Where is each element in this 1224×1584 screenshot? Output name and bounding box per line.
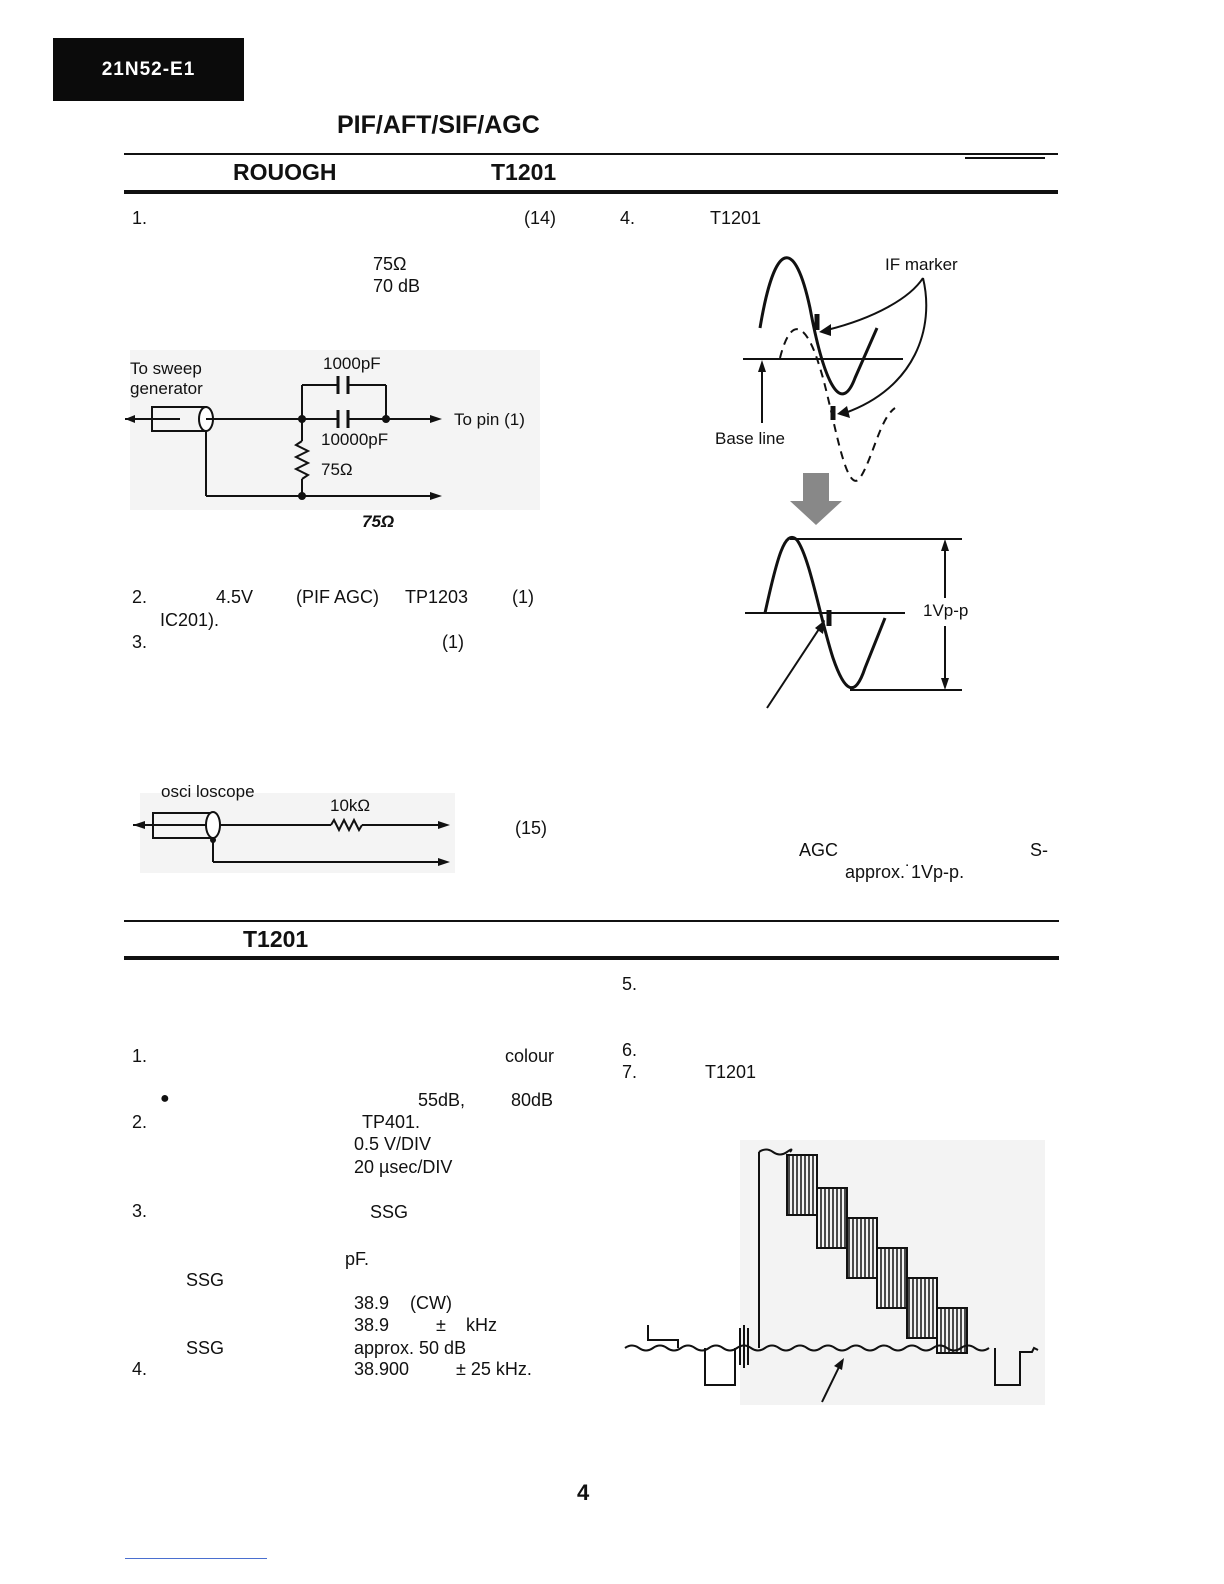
arrow-down-icon xyxy=(941,678,949,690)
section1-bottom-rule xyxy=(124,190,1058,194)
down-arrow-icon xyxy=(790,501,842,525)
staircase-step xyxy=(937,1308,967,1353)
staircase-step xyxy=(847,1218,877,1278)
section2-top-rule xyxy=(124,920,1059,922)
step2-ic: IC201). xyxy=(160,610,220,630)
step1-impedance: 75Ω xyxy=(373,254,407,274)
adj-step6-number: 6. xyxy=(622,1040,638,1060)
oscilloscope-circuit xyxy=(125,778,465,878)
adj-step7-transformer: T1201 xyxy=(705,1062,757,1082)
model-number-badge: 21N52-E1 xyxy=(53,38,244,101)
footer-link-rule xyxy=(125,1558,267,1559)
step2-agc: (PIF AGC) xyxy=(296,587,380,607)
arrow-up-icon xyxy=(941,539,949,551)
coax-end-icon xyxy=(206,812,220,838)
sweep-generator-label-1: To sweep xyxy=(130,359,202,378)
arrow-icon xyxy=(837,406,850,418)
sweep-generator-label-2: generator xyxy=(130,379,203,398)
staircase-step xyxy=(877,1248,907,1308)
capacitor-10000pf-label: 10000pF xyxy=(321,430,389,449)
step1-number: 1. xyxy=(132,208,148,228)
step3-number: 3. xyxy=(132,632,148,652)
adj-step3-number: 3. xyxy=(132,1201,148,1221)
base-line-label: Base line xyxy=(715,429,785,448)
s-curve-label: S- xyxy=(1030,840,1048,860)
if-response-curve-dashed xyxy=(780,329,895,481)
step1-level: 70 dB xyxy=(373,276,421,296)
step2-number: 2. xyxy=(132,587,148,607)
arrow-icon xyxy=(758,360,766,372)
scope-vdiv: 0.5 V/DIV xyxy=(354,1134,432,1154)
adj-step2-number: 2. xyxy=(132,1112,148,1132)
arrow-icon xyxy=(819,324,831,336)
capacitor-1000pf-label: 1000pF xyxy=(323,354,381,373)
step1-pin: (14) xyxy=(524,208,557,228)
down-arrow-shaft xyxy=(803,473,829,501)
freq-38-9-b: 38.9 xyxy=(354,1315,390,1335)
section1-heading-right: T1201 xyxy=(491,159,557,185)
pf-label: pF. xyxy=(345,1249,370,1269)
oscilloscope-label: osci loscope xyxy=(161,782,255,801)
step4-number: 4. xyxy=(620,208,636,228)
sweep-input-circuit xyxy=(120,345,550,535)
section2-bottom-rule xyxy=(124,956,1059,960)
testpoint-tp401: TP401. xyxy=(362,1112,421,1132)
sync-pulse-left xyxy=(705,1348,735,1385)
section1-heading-left: ROUOGH xyxy=(233,159,337,185)
freq-38-9-a: 38.9 xyxy=(354,1293,390,1313)
approx-1vpp: approx.˙1Vp-p. xyxy=(845,862,965,882)
section2-heading: T1201 xyxy=(243,926,309,952)
tolerance-25khz: ± 25 kHz. xyxy=(456,1359,532,1379)
ssg-label-1: SSG xyxy=(370,1202,409,1222)
resistor-75-label: 75Ω xyxy=(321,460,353,479)
scope-usdiv: 20 µsec/DIV xyxy=(354,1157,453,1177)
ssg-label-2: SSG xyxy=(186,1270,225,1290)
cw-label: (CW) xyxy=(410,1293,452,1313)
adj-step4-number: 4. xyxy=(132,1359,148,1379)
step3-pin: (1) xyxy=(442,632,464,652)
section1-short-rule xyxy=(965,157,1045,159)
step2-voltage: 4.5V xyxy=(216,587,254,607)
if-waveform-diagram xyxy=(705,248,1005,718)
step2-pin: (1) xyxy=(512,587,534,607)
if-marker-label: IF marker xyxy=(885,255,958,274)
adj-step5-number: 5. xyxy=(622,974,638,994)
plus-minus: ± xyxy=(436,1315,446,1335)
level-80db: 80dB xyxy=(511,1090,554,1110)
freq-38-900: 38.900 xyxy=(354,1359,410,1379)
staircase-step xyxy=(787,1155,817,1215)
khz-label: kHz xyxy=(466,1315,497,1335)
step2-testpoint: TP1203 xyxy=(405,587,469,607)
resistor-10k-label: 10kΩ xyxy=(330,796,371,815)
approx-50db: approx. 50 dB xyxy=(354,1338,467,1358)
agc-label: AGC xyxy=(799,840,839,860)
to-pin-1-label: To pin (1) xyxy=(454,410,525,429)
step4-transformer: T1201 xyxy=(710,208,762,228)
page-title: PIF/AFT/SIF/AGC xyxy=(337,111,540,139)
ssg-label-3: SSG xyxy=(186,1338,225,1358)
level-55db: 55dB, xyxy=(418,1090,466,1110)
bullet-icon: ● xyxy=(160,1090,170,1107)
adj-step7-number: 7. xyxy=(622,1062,638,1082)
staircase-step xyxy=(907,1278,937,1338)
adj-step1-number: 1. xyxy=(132,1046,148,1066)
section1-top-rule xyxy=(124,153,1058,155)
page-number: 4 xyxy=(577,1480,590,1505)
staircase-step xyxy=(817,1188,847,1248)
arrow-left-icon xyxy=(133,821,145,829)
staircase-waveform-diagram xyxy=(620,1140,1050,1410)
vpp-label: 1Vp-p xyxy=(923,601,969,620)
circuit1-caption: 75Ω xyxy=(362,512,395,531)
adj-step1-colour: colour xyxy=(505,1046,555,1066)
oscilloscope-pin: (15) xyxy=(515,818,548,838)
